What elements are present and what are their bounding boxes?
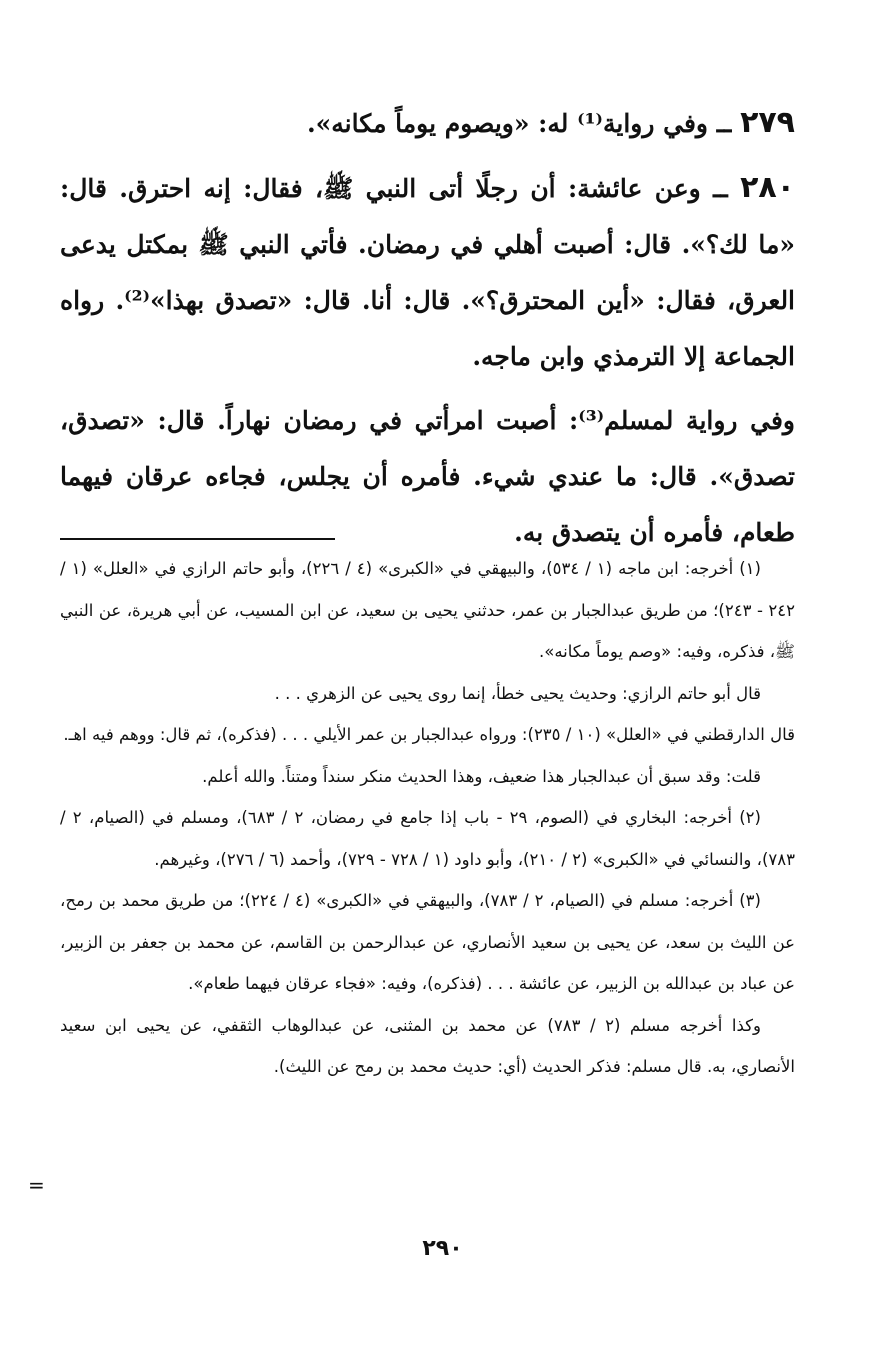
footnote-1-abu-hatim: قال أبو حاتم الرازي: وحديث يحيى خطأ، إنما روى يحيى عن الزهري . . .	[274, 683, 761, 703]
page-body	[60, 95, 796, 1076]
muslim-narration: وفي رواية لمسلم⁽³⁾: أصبت امرأتي في رمضان نهاراً. قال: «تصدق، تصدق». قال: ما عندي شيء. فأمره أن يجلس، فجاءه عرقان فيهما طعام، فأمره أن يتصدق به.	[60, 406, 795, 547]
hadith-279-number: ٢٧٩	[740, 105, 795, 140]
footnote-3: (٣) أخرجه: مسلم في (الصيام، ٢ / ٧٨٣)، والبيهقي في «الكبرى» (٤ / ٢٢٤)؛ من طريق محمد بن رمح، عن الليث بن سعد، عن يحيى بن سعيد الأنصاري، عن عبدالرحمن بن القاسم، عن محمد بن جعفر بن الزبير، عن عباد بن عبدالله بن الزبير، عن عائشة . . . (فذكره)، وفيه: «فجاء عرقان فيهما طعام».	[60, 891, 795, 993]
footnotes	[60, 548, 795, 1088]
spacer	[60, 152, 795, 160]
hadith-280	[60, 160, 795, 385]
footnote-2: (٢) أخرجه: البخاري في (الصوم، ٢٩ - باب إذا جامع في رمضان، ٢ / ٦٨٣)، ومسلم في (الصيام، ٢ / ٧٨٣)، والنسائي في «الكبرى» (٢ / ٢١٠)، وأبو داود (١ / ٧٢٨ - ٧٢٩)، وأحمد (٦ / ٢٧٦)، وغيرهم.	[60, 808, 795, 869]
hadith-279	[60, 95, 795, 152]
footnote-1: (١) أخرجه: ابن ماجه (١ / ٥٣٤)، والبيهقي في «الكبرى» (٤ / ٢٢٦)، وأبو حاتم الرازي في «العلل» (١ / ٢٤٢ - ٢٤٣)؛ من طريق عبدالجبار بن عمر، حدثني يحيى بن سعيد، عن ابن المسيب، عن أبي هريرة، عن النبي ﷺ، فذكره، وفيه: «وصم يوماً مكانه».	[60, 559, 795, 661]
hadith-280-text: ــ وعن عائشة: أن رجلًا أتى النبي ﷺ، فقال: إنه احترق. قال: «ما لك؟». قال: أصبت أهلي في رمضان. فأتي النبي ﷺ بمكتل يدعى العرق، فقال: «أين المحترق؟». قال: أنا. قال: «تصدق بهذا»⁽²⁾. رواه الجماعة إلا الترمذي وابن ماجه.	[60, 174, 796, 371]
spacer	[60, 385, 795, 393]
footnote-3-muslim: وكذا أخرجه مسلم (٢ / ٧٨٣) عن محمد بن المثنى، عن عبدالوهاب الثقفي، عن يحيى ابن سعيد الأنصاري، به. قال مسلم: فذكر الحديث (أي: حديث محمد بن رمح عن الليث).	[60, 1015, 795, 1076]
footnote-separator	[60, 538, 335, 540]
footnote-1-comment: قلت: وقد سبق أن عبدالجبار هذا ضعيف، وهذا الحديث منكر سنداً ومتناً. والله أعلم.	[202, 766, 761, 786]
hadith-280-number: ٢٨٠	[740, 170, 795, 205]
continuation-mark: =	[28, 1173, 45, 1197]
footnote-1-daraqutni: قال الدارقطني في «العلل» (١٠ / ٢٣٥): ورواه عبدالجبار بن عمر الأيلي . . . (فذكره)، ثم قال: ووهم فيه اهـ.	[63, 725, 795, 744]
page-number: ٢٩٠	[422, 1236, 463, 1261]
hadith-279-text: ــ وفي رواية⁽¹⁾ له: «ويصوم يوماً مكانه».	[306, 109, 741, 138]
